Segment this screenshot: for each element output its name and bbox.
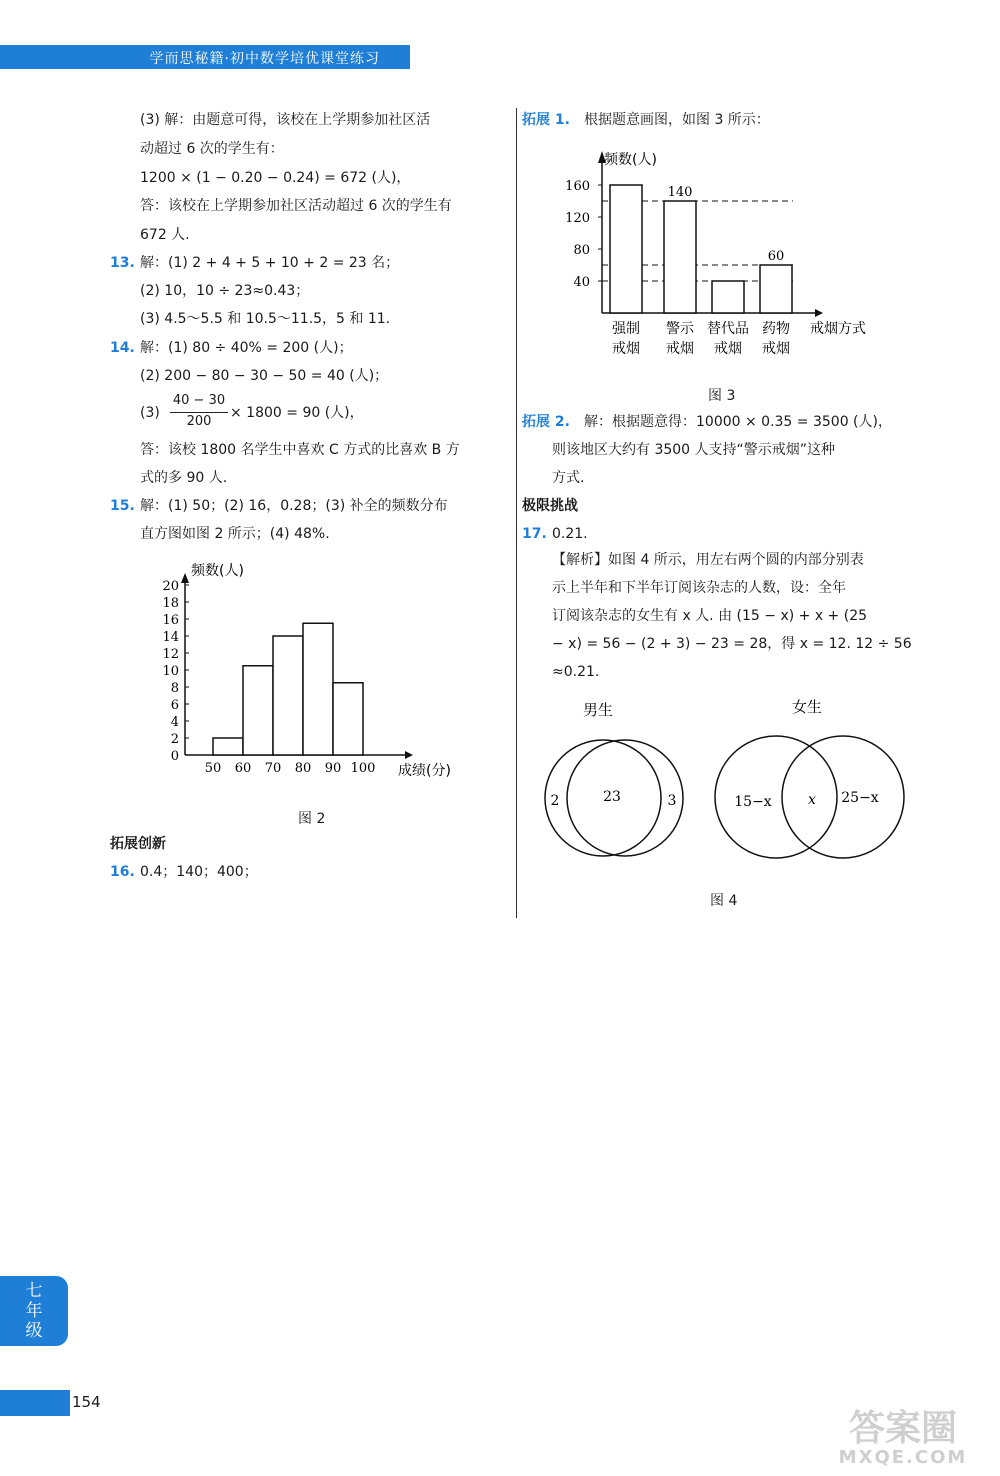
venn-boys-title: 男生: [582, 701, 614, 719]
x-tick-label: 100: [350, 761, 376, 776]
y-tick-label: 14: [162, 630, 179, 645]
q12-line-2: 动超过 6 次的学生有：: [140, 141, 284, 157]
q14-line-2: (2) 200 − 80 − 30 − 50 = 40 (人)；: [140, 368, 389, 384]
bar: [610, 185, 642, 313]
grade-char-3: 级: [25, 1321, 43, 1341]
q13-line-3: (3) 4.5～5.5 和 10.5～11.5，5 和 11.: [140, 311, 391, 327]
q15-number: 15.: [110, 498, 135, 514]
category-label: 警示: [666, 321, 694, 337]
y-axis-label: 频数(人): [604, 152, 657, 168]
q17-number: 17.: [522, 526, 547, 542]
q14-part3-prefix: (3): [140, 405, 160, 421]
histogram-bar: [243, 666, 273, 755]
venn-boys-left-value: 2: [550, 793, 560, 809]
histogram-bar: [333, 683, 363, 755]
section-title-challenge: 极限挑战: [522, 498, 578, 514]
page-number-bar: [0, 1390, 70, 1416]
watermark-url: MXQE.COM: [838, 1447, 968, 1468]
fraction-bar: [170, 412, 228, 413]
q13-number: 13.: [110, 255, 135, 271]
figure-4-caption: 图 4: [710, 893, 738, 909]
ext2-line-1: 解：根据题意得：10000 × 0.35 = 3500 (人)，: [584, 414, 892, 430]
y-tick-label: 80: [573, 243, 590, 258]
venn-boys-circle-right: [567, 740, 683, 856]
histogram-bar: [303, 623, 333, 755]
y-tick-label: 16: [162, 613, 179, 628]
q17-answer: 0.21.: [552, 526, 588, 542]
grade-char-1: 七: [25, 1281, 43, 1301]
y-axis-arrow: [181, 573, 189, 583]
venn-boys-mid-value: 23: [603, 789, 621, 805]
venn-girls-title: 女生: [791, 698, 823, 716]
q17-line-2: 示上半年和下半年订阅该杂志的人数，设：全年: [552, 580, 846, 596]
y-tick-label: 20: [162, 579, 179, 594]
venn-boys-right-value: 3: [667, 793, 677, 809]
venn-girls-mid-value: x: [808, 792, 816, 808]
category-label: 戒烟: [666, 341, 694, 357]
figure-2-caption: 图 2: [298, 811, 326, 827]
category-label: 强制: [612, 321, 640, 337]
ext1-text: 根据题意画图，如图 3 所示：: [584, 112, 770, 128]
q17-line-3: 订阅该杂志的女生有 x 人. 由 (15 − x) + x + (25: [552, 608, 868, 624]
q16-number: 16.: [110, 864, 135, 880]
header-bar: [0, 45, 410, 69]
q14-answer-1: 答：该校 1800 名学生中喜欢 C 方式的比喜欢 B 方: [140, 442, 460, 458]
venn-girls-right-value: 25−x: [841, 790, 879, 806]
x-tick-label: 90: [324, 761, 342, 776]
bar-chart-figure-3: [560, 145, 890, 370]
fraction-denominator: 200: [186, 414, 212, 429]
column-divider: [516, 108, 517, 918]
q13-line-1: 解：(1) 2 + 4 + 5 + 10 + 2 = 23 名；: [140, 255, 400, 271]
venn-girls-left-value: 15−x: [734, 794, 772, 810]
page-number: 154: [72, 1393, 101, 1411]
ext2-number: 拓展 2.: [522, 414, 570, 430]
ext2-line-3: 方式.: [552, 470, 585, 486]
bar: [664, 201, 696, 313]
category-label: 戒烟: [762, 341, 790, 357]
y-tick-label: 4: [170, 715, 179, 730]
y-axis-label: 频数(人): [191, 563, 244, 579]
y-tick-label: 2: [170, 732, 179, 747]
x-axis-label: 成绩(分): [398, 763, 451, 779]
grade-tab: [0, 1276, 68, 1346]
bar: [760, 265, 792, 313]
q14-answer-2: 式的多 90 人.: [140, 470, 228, 486]
histogram-bar: [213, 738, 243, 755]
x-tick-label: 70: [264, 761, 282, 776]
q14-number: 14.: [110, 340, 135, 356]
x-tick-label: 60: [234, 761, 252, 776]
category-label: 药物: [762, 321, 790, 337]
grade-char-2: 年: [25, 1301, 43, 1321]
venn-diagram-figure-4: [530, 690, 920, 870]
x-axis-arrow: [815, 309, 823, 317]
data-label: 60: [767, 249, 785, 264]
y-tick-label: 0: [170, 749, 179, 764]
histogram-bar: [273, 636, 303, 755]
data-label: 140: [667, 185, 693, 200]
ext1-number: 拓展 1.: [522, 112, 570, 128]
x-tick-label: 50: [204, 761, 222, 776]
y-tick-label: 120: [565, 211, 590, 226]
header-title: 学而思秘籍·初中数学培优课堂练习: [149, 51, 380, 67]
q16-answer: 0.4；140；400；: [140, 864, 258, 880]
category-label: 戒烟: [714, 341, 742, 357]
x-axis-label: 戒烟方式: [810, 321, 866, 337]
category-label: 替代品: [707, 321, 749, 337]
section-title-extension: 拓展创新: [110, 836, 166, 852]
q15-line-1: 解：(1) 50；(2) 16，0.28；(3) 补全的频数分布: [140, 498, 448, 514]
figure-3-caption: 图 3: [708, 388, 736, 404]
watermark-text: 答案圈: [848, 1408, 957, 1449]
q14-fraction: [170, 393, 228, 433]
category-label: 戒烟: [612, 341, 640, 357]
q14-line-1: 解：(1) 80 ÷ 40% = 200 (人)；: [140, 340, 353, 356]
y-tick-label: 10: [162, 664, 179, 679]
q17-line-5: ≈0.21.: [552, 664, 600, 680]
y-tick-label: 18: [162, 596, 179, 611]
q17-line-1: 【解析】如图 4 所示，用左右两个圆的内部分别表: [552, 552, 864, 568]
x-axis-arrow: [405, 751, 413, 759]
x-tick-label: 80: [294, 761, 312, 776]
y-tick-label: 160: [565, 179, 590, 194]
q15-line-2: 直方图如图 2 所示；(4) 48%.: [140, 526, 330, 542]
q14-part3-suffix: × 1800 = 90 (人)，: [230, 405, 364, 421]
bar: [712, 281, 744, 313]
histogram-figure-2: [150, 555, 470, 785]
q13-line-2: (2) 10，10 ÷ 23≈0.43；: [140, 283, 310, 299]
q12-line-1: (3) 解：由题意可得，该校在上学期参加社区活: [140, 112, 431, 128]
q17-line-4: − x) = 56 − (2 + 3) − 23 = 28，得 x = 12. 12 ÷ 56: [552, 636, 912, 652]
ext2-line-2: 则该地区大约有 3500 人支持“警示戒烟”这种: [552, 442, 836, 458]
y-tick-label: 8: [170, 681, 179, 696]
y-tick-label: 12: [162, 647, 179, 662]
y-tick-label: 6: [170, 698, 179, 713]
q12-line-3: 1200 × (1 − 0.20 − 0.24) = 672 (人)，: [140, 170, 411, 186]
y-tick-label: 40: [573, 275, 590, 290]
q12-line-5: 672 人.: [140, 227, 190, 243]
q12-line-4: 答：该校在上学期参加社区活动超过 6 次的学生有: [140, 198, 452, 214]
fraction-numerator: 40 − 30: [172, 393, 226, 408]
watermark-logo: [818, 1400, 988, 1470]
